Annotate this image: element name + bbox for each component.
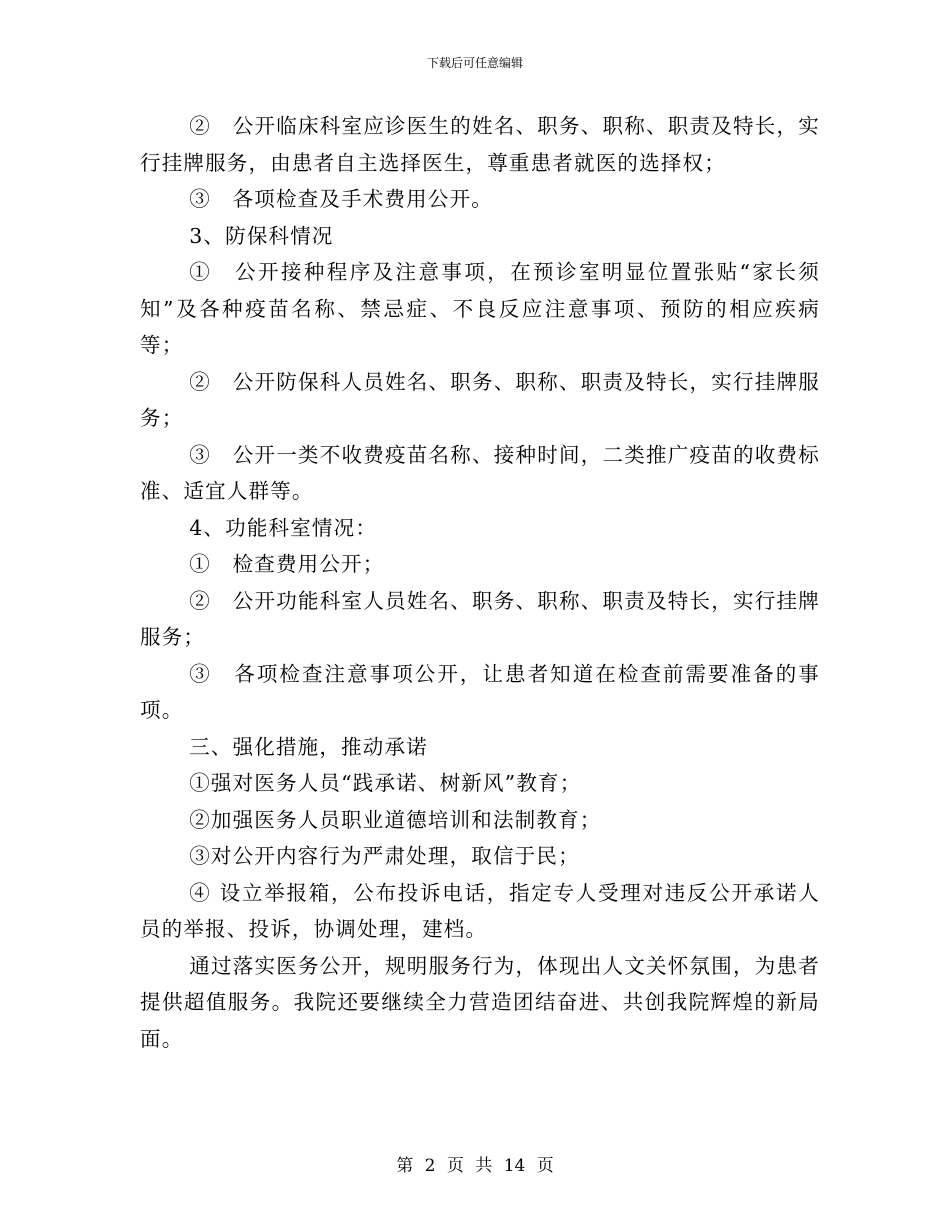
paragraph: ③ 公开一类不收费疫苗名称、接种时间，二类推广疫苗的收费标准、适宜人群等。 bbox=[140, 442, 820, 503]
paragraph: ② 公开防保科人员姓名、职务、职称、职责及特长，实行挂牌服务； bbox=[140, 369, 820, 430]
paragraph: ②加强医务人员职业道德培训和法制教育； bbox=[189, 807, 602, 832]
section-heading: 3、防保科情况 bbox=[189, 223, 334, 248]
paragraph: ① 检查费用公开； bbox=[189, 552, 385, 576]
paragraph: 通过落实医务公开，规明服务行为，体现出人文关怀氛围，为患者提供超值服务。我院还要继续全力营造团结奋进、共创我院辉煌的新局面。 bbox=[140, 953, 820, 1051]
paragraph: ② 公开功能科室人员姓名、职务、职称、职责及特长，实行挂牌服务； bbox=[140, 588, 820, 649]
paragraph: ③ 各项检查注意事项公开，让患者知道在检查前需要准备的事项。 bbox=[140, 661, 820, 722]
paragraph: ①强对医务人员“践承诺、树新风”教育； bbox=[189, 771, 582, 795]
paragraph: ② 公开临床科室应诊医生的姓名、职务、职称、职责及特长，实行挂牌服务，由患者自主选择医生，尊重患者就医的选择权； bbox=[140, 114, 820, 175]
page-footer: 第 2 页 共 14 页 bbox=[396, 1156, 554, 1176]
paragraph: ③对公开内容行为严肃处理，取信于民； bbox=[189, 844, 580, 868]
section-heading: 三、强化措施，推动承诺 bbox=[189, 734, 428, 759]
section-heading: 4、功能科室情况： bbox=[189, 515, 378, 540]
paragraph: ③ 各项检查及手术费用公开。 bbox=[189, 187, 493, 211]
paragraph: ④ 设立举报箱，公布投诉电话，指定专人受理对违反公开承诺人员的举报、投诉，协调处理，建档。 bbox=[140, 880, 820, 941]
document-body bbox=[140, 108, 820, 1057]
page-header: 下载后可任意编辑 bbox=[426, 56, 523, 70]
paragraph: ① 公开接种程序及注意事项，在预诊室明显位置张贴“家长须知”及各种疫苗名称、禁忌症、不良反应注意事项、预防的相应疾病等； bbox=[140, 260, 820, 357]
